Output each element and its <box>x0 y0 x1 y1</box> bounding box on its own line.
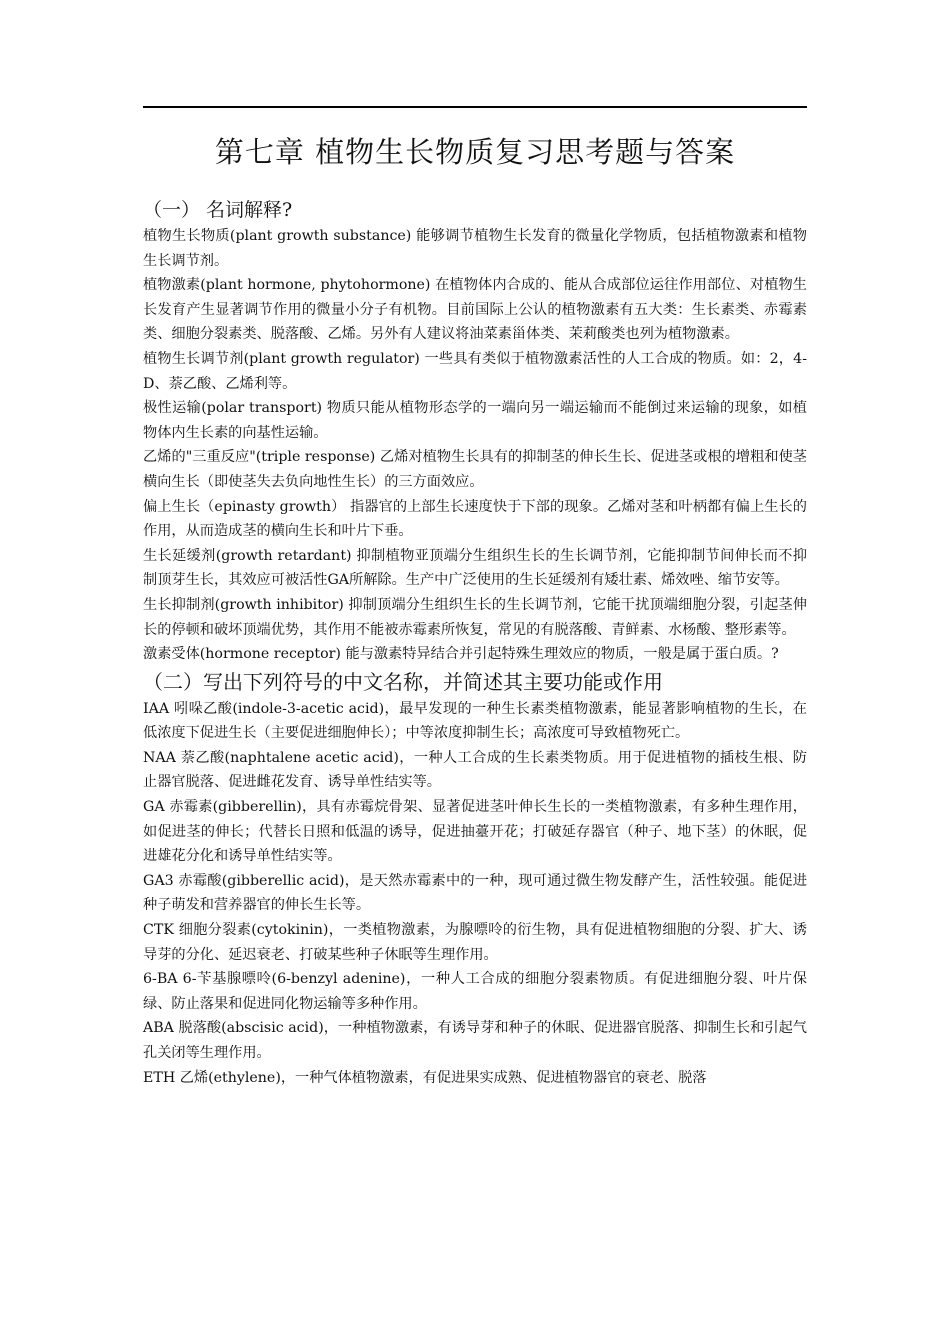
document-body <box>143 196 807 1090</box>
section1-heading: （一） 名词解释? <box>143 199 293 221</box>
section2-paragraph: IAA 吲哚乙酸(indole-3-acetic acid)，最早发现的一种生长素类植物激素，能显著影响植物的生长，在低浓度下促进生长（主要促进细胞伸长）；中等浓度抑制生长；高浓度可导致植物死亡。 <box>143 700 807 742</box>
section2-paragraph: NAA 萘乙酸(naphtalene acetic acid)，一种人工合成的生长素类物质。用于促进植物的插枝生根、防止器官脱落、促进雌花发育、诱导单性结实等。 <box>143 749 807 791</box>
section1-paragraph: 植物生长物质(plant growth substance) 能够调节植物生长发育的微量化学物质，包括植物激素和植物生长调节剂。 <box>143 228 807 269</box>
section1-paragraph: 激素受体(hormone receptor) 能与激素特异结合并引起特殊生理效应的物质，一般是属于蛋白质。? <box>143 646 779 663</box>
section2-paragraph: ETH 乙烯(ethylene)，一种气体植物激素，有促进果实成熟、促进植物器官的衰老、脱落 <box>143 1069 707 1086</box>
section2-paragraph: CTK 细胞分裂素(cytokinin)，一类植物激素，为腺嘌呤的衍生物，具有促进植物细胞的分裂、扩大、诱导芽的分化、延迟衰老、打破某些种子休眠等生理作用。 <box>143 922 807 963</box>
section1-paragraph: 乙烯的"三重反应"(triple response) 乙烯对植物生长具有的抑制茎的伸长生长、促进茎或根的增粗和使茎横向生长（即使茎失去负向地性生长）的三方面效应。 <box>143 449 807 490</box>
section1-paragraph: 极性运输(polar transport) 物质只能从植物形态学的一端向另一端运输而不能倒过来运输的现象，如植物体内生长素的向基性运输。 <box>143 400 807 441</box>
section1-paragraph: 生长抑制剂(growth inhibitor) 抑制顶端分生组织生长的生长调节剂，它能干扰顶端细胞分裂，引起茎伸长的停顿和破坏顶端优势，其作用不能被赤霉素所恢复，常见的有脱落酸、青鲜素、水杨酸、整形素等。 <box>143 596 807 638</box>
section1-paragraph: 生长延缓剂(growth retardant) 抑制植物亚顶端分生组织生长的生长调节剂，它能抑制节间伸长而不抑制顶芽生长，其效应可被活性GA所解除。生产中广泛使用的生长延缓剂有矮壮素、烯效唑、缩节安等。 <box>143 547 807 589</box>
section2-paragraph: GA3 赤霉酸(gibberellic acid)，是天然赤霉素中的一种，现可通过微生物发酵产生，活性较强。能促进种子萌发和营养器官的伸长生长等。 <box>143 872 807 914</box>
section2-paragraph: 6-BA 6-苄基腺嘌呤(6-benzyl adenine)，一种人工合成的细胞分裂素物质。有促进细胞分裂、叶片保绿、防止落果和促进同化物运输等多种作用。 <box>143 971 807 1012</box>
section2-paragraph: ABA 脱落酸(abscisic acid)，一种植物激素，有诱导芽和种子的休眠、促进器官脱落、抑制生长和引起气孔关闭等生理作用。 <box>143 1020 807 1061</box>
section2-heading: （二）写出下列符号的中文名称，并简述其主要功能或作用 <box>143 669 663 694</box>
section1-paragraph: 偏上生长（epinasty growth） 指器官的上部生长速度快于下部的现象。乙烯对茎和叶柄都有偏上生长的作用，从而造成茎的横向生长和叶片下垂。 <box>143 498 807 540</box>
header-rule <box>143 106 807 108</box>
section1-paragraph: 植物激素(plant hormone, phytohormone) 在植物体内合成的、能从合成部位运往作用部位、对植物生长发育产生显著调节作用的微量小分子有机物。目前国际上公认的植物激素有五大类：生长素类、赤霉素类、细胞分裂素类、脱落酸、乙烯。另外有人建议将油菜素甾体类、茉莉酸类也列为植物激素。 <box>143 277 807 343</box>
page-title: 第七章 植物生长物质复习思考题与答案 <box>214 135 736 169</box>
section2-paragraph: GA 赤霉素(gibberellin)，具有赤霉烷骨架、显著促进茎叶伸长生长的一类植物激素，有多种生理作用，如促进茎的伸长；代替长日照和低温的诱导，促进抽薹开花；打破延存器官（种子、地下茎）的休眠，促进雄花分化和诱导单性结实等。 <box>143 799 807 865</box>
section1-paragraph: 植物生长调节剂(plant growth regulator) 一些具有类似于植物激素活性的人工合成的物质。如：2，4-D、萘乙酸、乙烯利等。 <box>143 350 807 392</box>
